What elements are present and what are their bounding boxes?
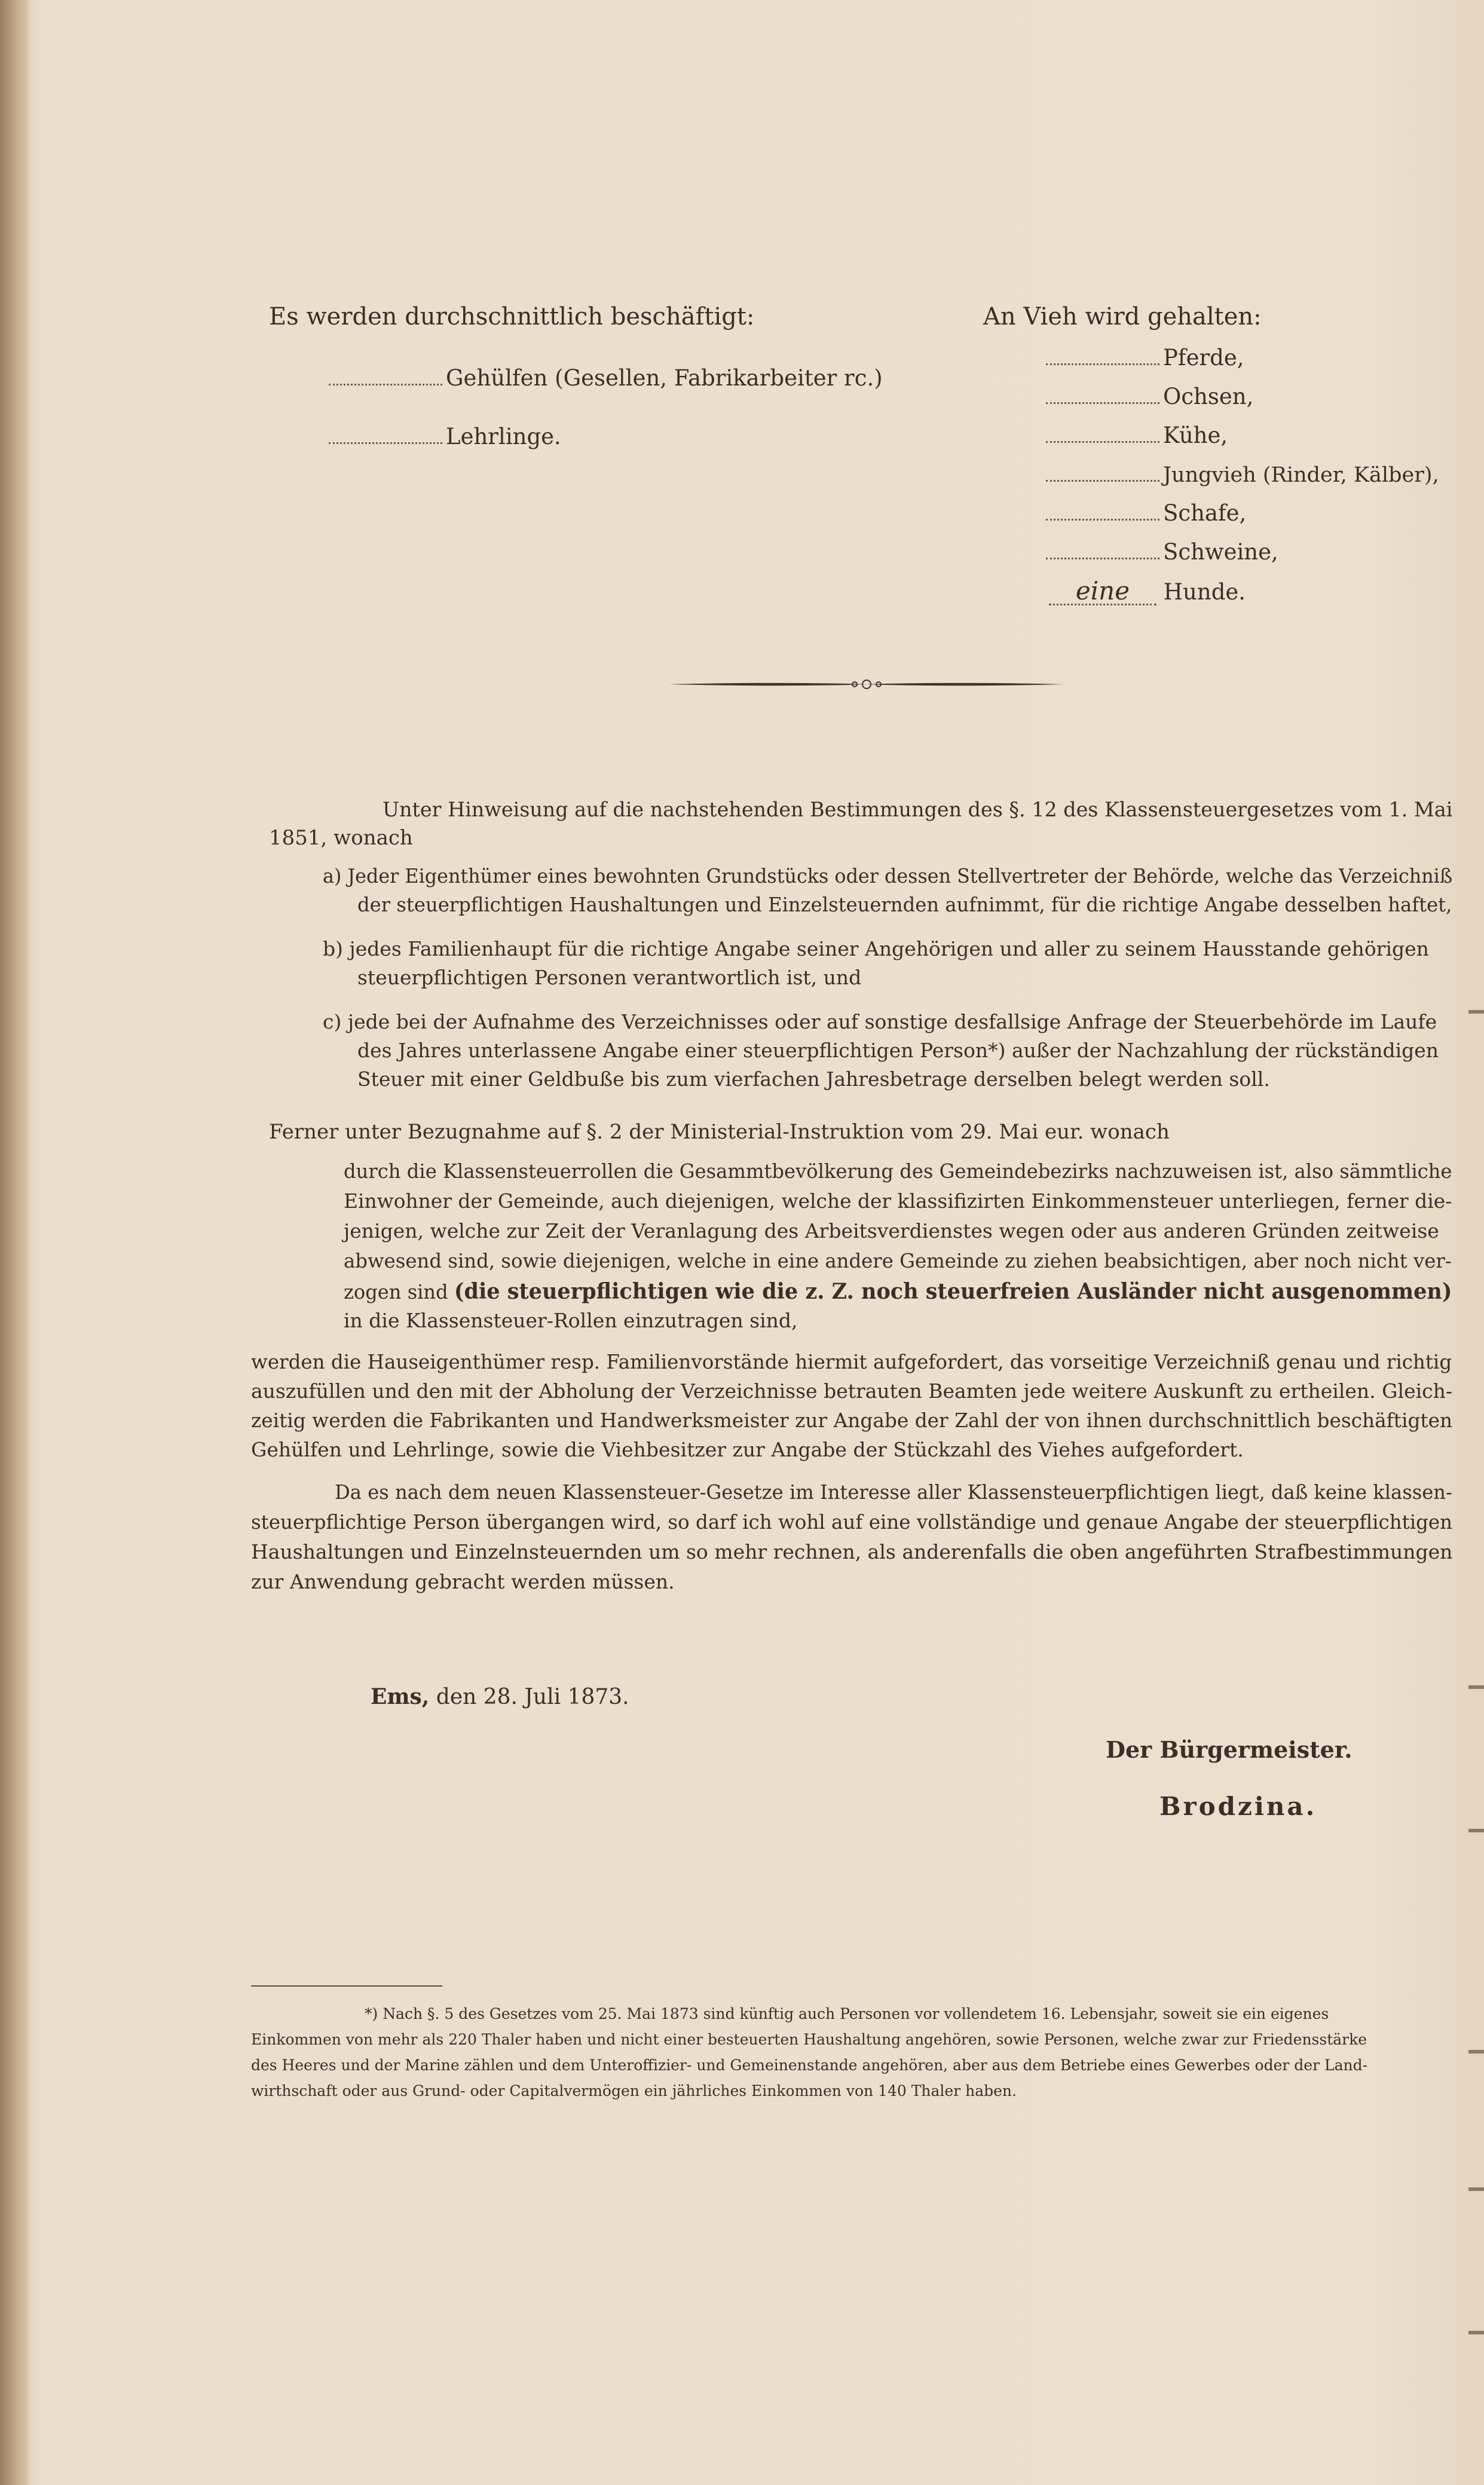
date: den 28. Juli 1873.	[436, 1685, 629, 1709]
body-line: in die Klassensteuer-Rollen einzutragen sind,	[344, 1309, 798, 1332]
edge-mark	[1468, 1010, 1484, 1014]
journeymen-label: Gehülfen (Gesellen, Fabrikarbeiter rc.)	[446, 365, 883, 391]
body-line: zeitig werden die Fabrikanten und Handwerksmeister zur Angabe der Zahl der von ihnen durchschnittlich beschäftigten	[251, 1409, 1453, 1432]
body-line: a) Jeder Eigenthümer eines bewohnten Grundstücks oder dessen Stellvertreter der Behörde, welche das Verzeichniß	[323, 864, 1453, 888]
footnote-line: *) Nach §. 5 des Gesetzes vom 25. Mai 1873 sind künftig auch Personen vor vollendetem 16. Lebensjahr, soweit sie ein eigenes	[365, 2005, 1329, 2022]
fill-line	[1046, 478, 1159, 482]
body-line: Einwohner der Gemeinde, auch diejenigen, welche der klassifizirten Einkommensteuer unterliegen, ferner die-	[344, 1189, 1452, 1213]
oxen-label: Ochsen,	[1163, 384, 1254, 409]
body-line: durch die Klassensteuerrollen die Gesammtbevölkerung des Gemeindebezirks nachzuweisen ist, also sämmtliche	[344, 1159, 1452, 1183]
body-line: Steuer mit einer Geldbuße bis zum vierfachen Jahresbetrage derselben belegt werden soll.	[357, 1067, 1270, 1091]
edge-mark	[1468, 1685, 1484, 1689]
footnote-line: des Heeres und der Marine zählen und dem Unteroffizier- und Gemeinenstande angehören, aber aus dem Betriebe eines Gewerbes oder der Land-	[251, 2056, 1368, 2074]
sheep-label: Schafe,	[1163, 500, 1247, 526]
apprentices-field	[329, 426, 561, 448]
dogs-label: Hunde.	[1163, 579, 1246, 605]
horses-field	[1046, 347, 1244, 369]
body-line: des Jahres unterlassene Angabe einer steuerpflichtigen Person*) außer der Nachzahlung der rückständigen	[357, 1039, 1439, 1062]
dogs-field	[1049, 576, 1246, 605]
fill-line	[1046, 439, 1159, 443]
apprentices-label: Lehrlinge.	[446, 424, 561, 449]
footnote-line: Einkommen von mehr als 220 Thaler haben und nicht einer besteuerten Haushaltung angehören, sowie Personen, welche zwar zur Friedensstärke	[251, 2031, 1367, 2048]
bold-clause: (die steuerpflichtigen wie die z. Z. noch steuerfreien Ausländer nicht ausgenommen)	[454, 1279, 1452, 1304]
edge-mark	[1468, 2050, 1484, 2054]
pigs-field	[1046, 541, 1278, 563]
body-line: werden die Hauseigenthümer resp. Familienvorstände hiermit aufgefordert, das vorseitige Verzeichniß genau und richtig	[251, 1350, 1452, 1373]
body-line: abwesend sind, sowie diejenigen, welche in eine andere Gemeinde zu ziehen beabsichtigen, aber noch nicht ver-	[344, 1249, 1452, 1272]
horses-label: Pferde,	[1163, 345, 1244, 371]
body-line: Da es nach dem neuen Klassensteuer-Gesetze im Interesse aller Klassensteuerpflichtigen liegt, daß keine klassen-	[335, 1480, 1452, 1504]
body-line: Unter Hinweisung auf die nachstehenden Bestimmungen des §. 12 des Klassensteuergesetzes vom 1. Mai	[383, 798, 1453, 822]
young-field	[1046, 465, 1439, 486]
body-line: Gehülfen und Lehrlinge, sowie die Viehbesitzer zur Angabe der Stückzahl des Viehes aufgefordert.	[251, 1438, 1244, 1461]
body-line: der steuerpflichtigen Haushaltungen und Einzelsteuernden aufnimmt, für die richtige Angabe desselben haftet,	[357, 893, 1452, 916]
footnote-rule	[251, 1985, 442, 1987]
livestock-heading: An Vieh wird gehalten:	[983, 303, 1262, 330]
body-line: Haushaltungen und Einzelnsteuernden um so mehr rechnen, als anderenfalls die oben angeführten Strafbestimmungen	[251, 1540, 1453, 1563]
book-binding	[0, 0, 29, 2485]
footnote-line: wirthschaft oder aus Grund- oder Capitalvermögen ein jährliches Einkommen von 140 Thaler haben.	[251, 2082, 1017, 2100]
edge-mark	[1468, 2331, 1484, 2334]
mayor-name: Brodzina.	[1159, 1792, 1317, 1821]
body-line: steuerpflichtige Person übergangen wird, so darf ich wohl auf eine vollständige und genaue Angabe der steuerpflichtigen	[251, 1510, 1453, 1534]
fill-line	[1046, 555, 1159, 559]
sheep-field	[1046, 502, 1246, 524]
dogs-handwritten-entry: eine	[1049, 579, 1156, 605]
body-line: auszufüllen und den mit der Abholung der Verzeichnisse betrauten Beamten jede weitere Auskunft zu ertheilen. Gleich-	[251, 1379, 1453, 1403]
oxen-field	[1046, 385, 1253, 408]
body-line: jenigen, welche zur Zeit der Veranlagung des Arbeitsverdienstes wegen oder aus anderen Gründen zeitweise	[344, 1219, 1439, 1242]
body-line: Ferner unter Bezugnahme auf §. 2 der Ministerial-Instruktion vom 29. Mai eur. wonach	[269, 1120, 1170, 1144]
ornament-divider	[669, 677, 1064, 692]
place-date	[371, 1684, 629, 1709]
employees-heading: Es werden durchschnittlich beschäftigt:	[269, 303, 755, 330]
place: Ems,	[371, 1684, 430, 1709]
fill-line	[1046, 400, 1159, 404]
body-line: steuerpflichtigen Personen verantwortlich ist, und	[357, 966, 862, 989]
young-label: Jungvieh (Rinder, Kälber),	[1163, 463, 1439, 487]
fill-line	[329, 381, 442, 385]
body-line	[344, 1281, 1452, 1302]
fill-line	[1046, 516, 1159, 521]
fill-line	[329, 440, 442, 444]
body-line: zur Anwendung gebracht werden müssen.	[251, 1570, 675, 1593]
body-line: b) jedes Familienhaupt für die richtige Angabe seiner Angehörigen und aller zu seinem Hausstande gehörigen	[323, 937, 1429, 960]
body-text: zogen sind	[344, 1280, 448, 1303]
fill-line	[1046, 361, 1159, 365]
edge-mark	[1468, 2187, 1484, 2191]
body-line: 1851, wonach	[269, 826, 413, 850]
pigs-label: Schweine,	[1163, 539, 1278, 565]
body-line: c) jede bei der Aufnahme des Verzeichnisses oder auf sonstige desfallsige Anfrage der Steuerbehörde im Laufe	[323, 1010, 1437, 1033]
edge-mark	[1468, 1829, 1484, 1832]
cows-label: Kühe,	[1163, 423, 1228, 448]
cows-field	[1046, 424, 1228, 446]
mayor-title: Der Bürgermeister.	[1106, 1736, 1353, 1763]
journeymen-field	[329, 367, 883, 389]
